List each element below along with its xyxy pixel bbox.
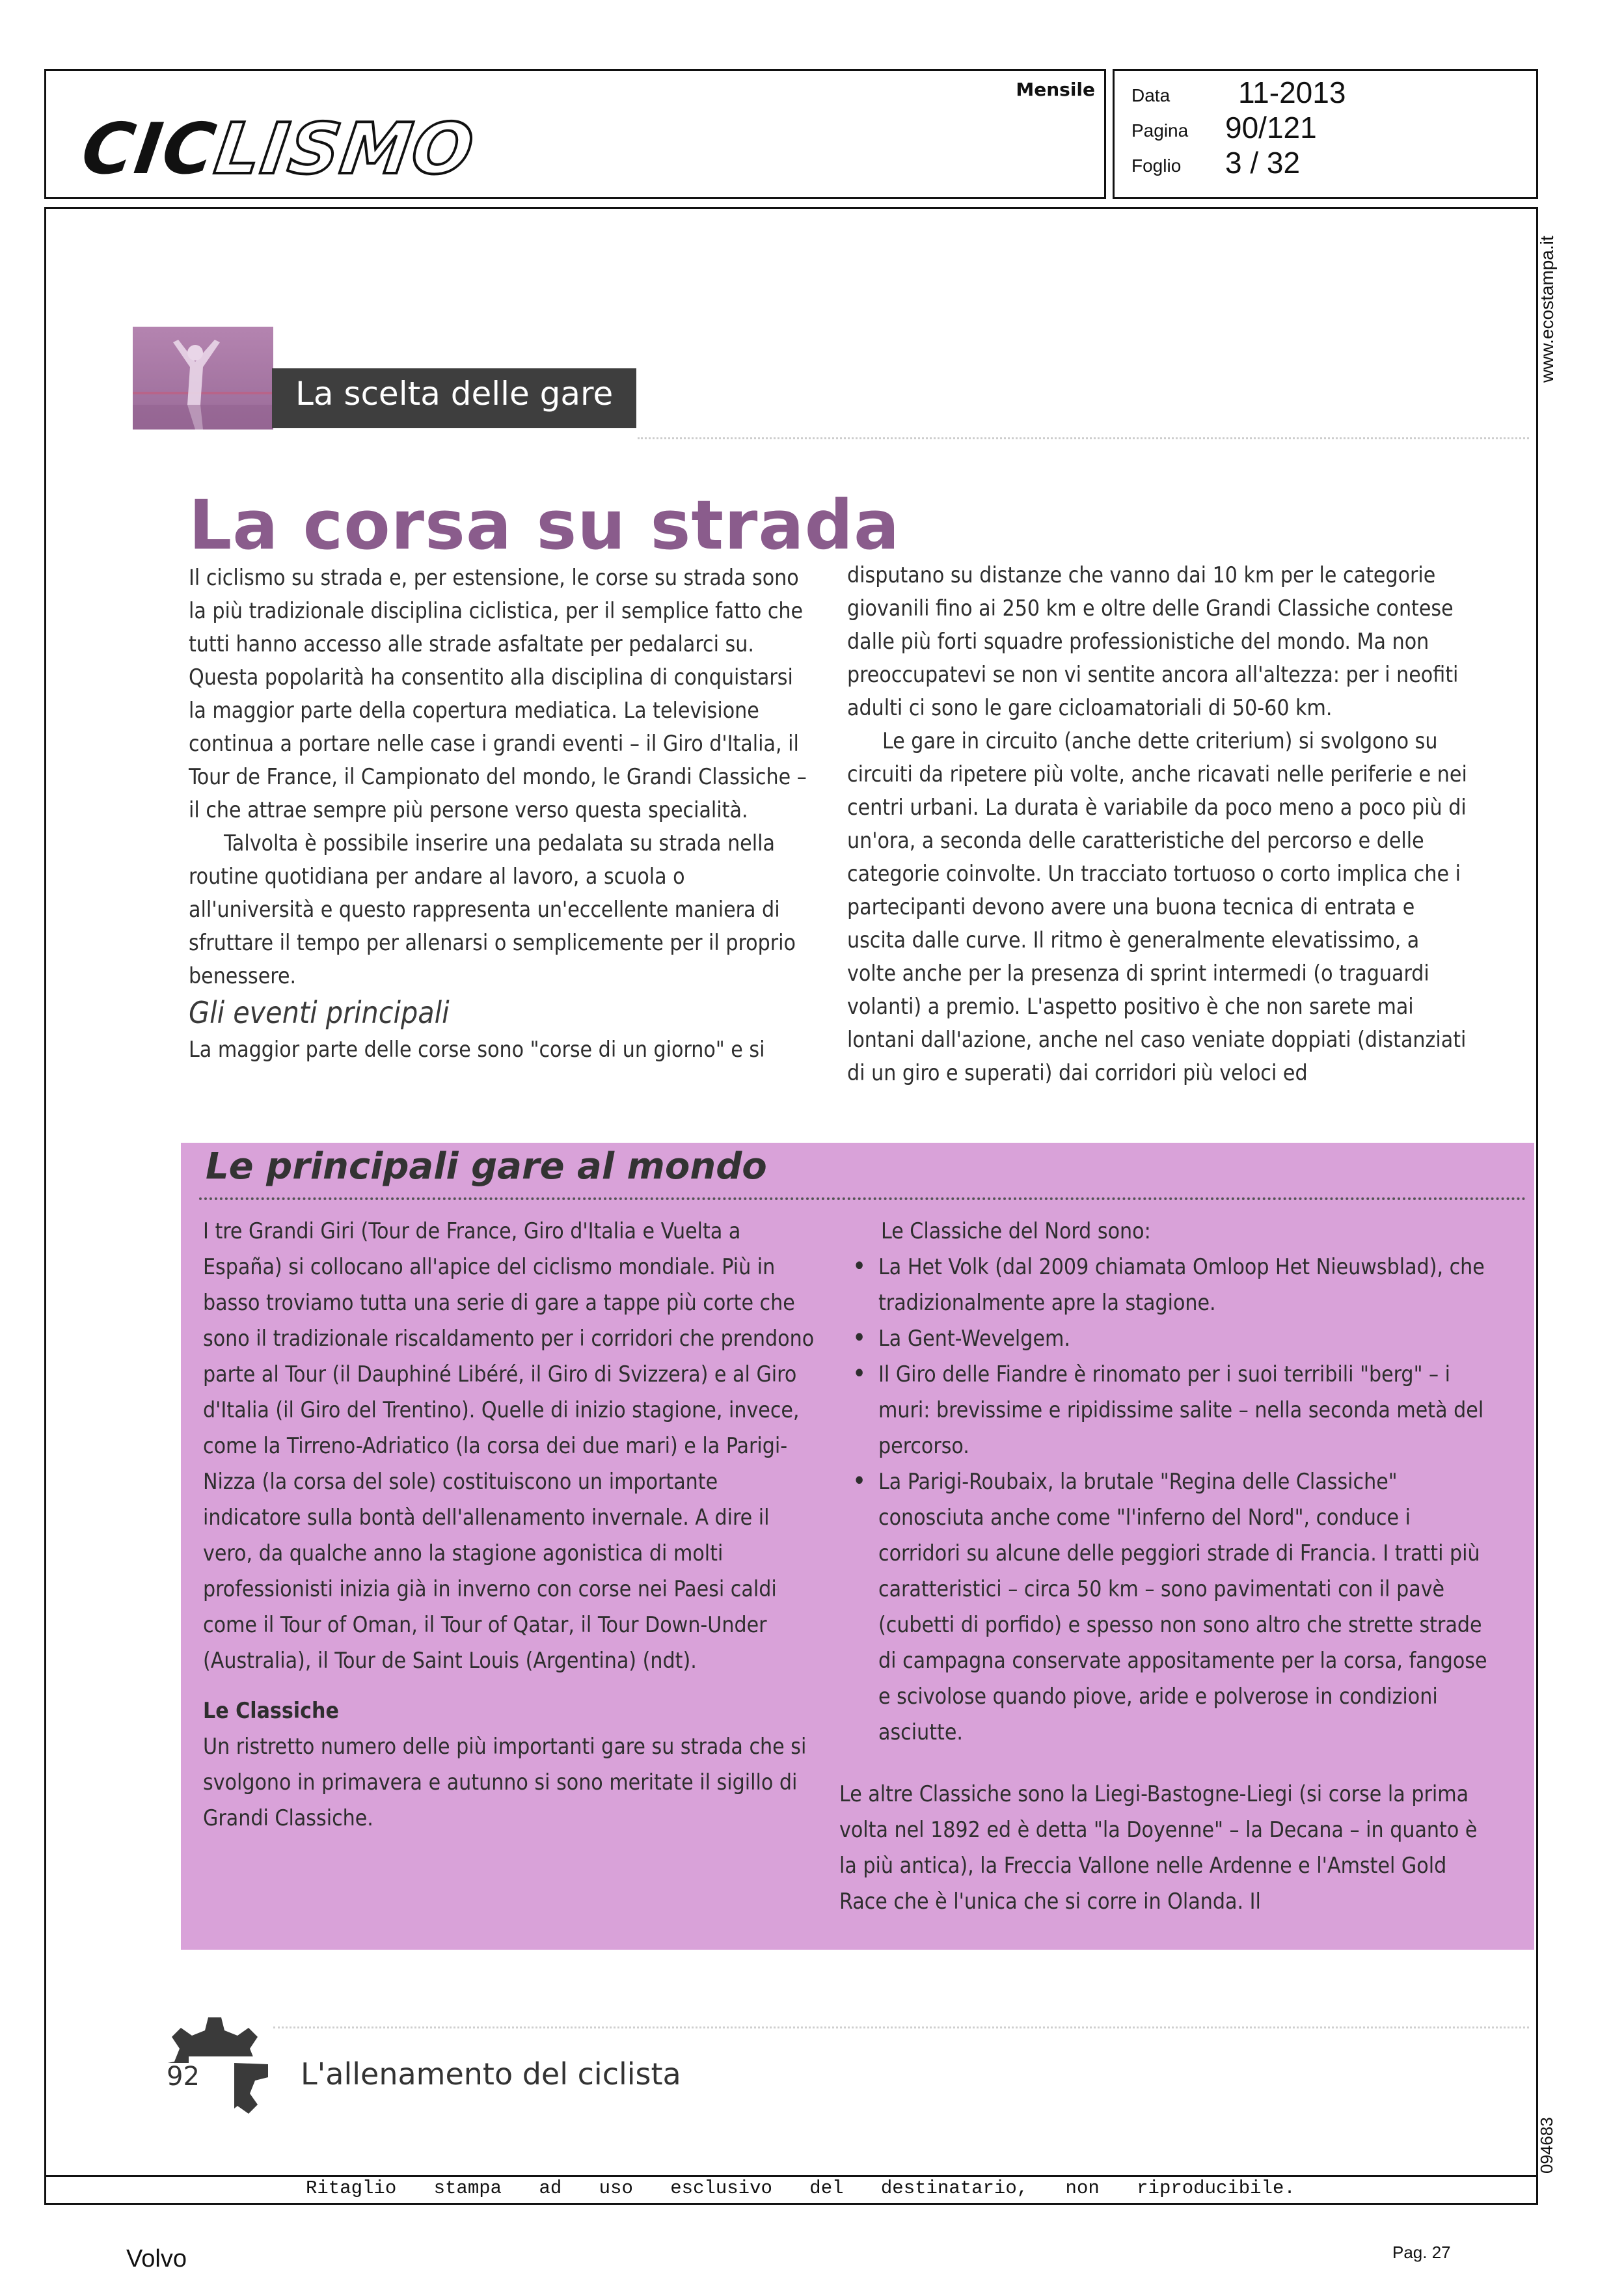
magazine-logo: CICLISMO	[77, 109, 480, 190]
classics-list	[839, 1249, 1496, 1750]
article-title: La corsa su strada	[189, 485, 900, 565]
list-item: • La Parigi-Roubaix, la brutale "Regina delle Classiche" conosciuta anche come "l'inferno del Nord", conduce i corridori su alcune delle peggiori strade di Francia. I tratti più caratteristici – circa 50 km – sono pavimentati con il pavè (cubetti di porfido) e spesso non sono altro che strette strade di campagna conservate appositamente per la corsa, fangose e scivolose quando piove, aride e polverose in condizioni asciutte.	[852, 1464, 1496, 1750]
section-label: La scelta delle gare	[272, 368, 636, 428]
list-item: • Il Giro delle Fiandre è rinomato per i suoi terribili "berg" – i muri: brevissime e ripidissime salite – nella seconda metà del percorso.	[852, 1356, 1496, 1464]
gear-icon	[130, 1991, 286, 2148]
paragraph: Un ristretto numero delle più importanti gare su strada che si svolgono in primavera e autunno si sono meritate il sigillo di Grandi Classiche.	[203, 1734, 807, 1831]
list-item: • La Gent-Wevelgem.	[852, 1320, 1496, 1356]
header-metadata	[1113, 69, 1538, 199]
data-value: 11-2013	[1238, 75, 1346, 109]
periodicity: Mensile	[1016, 79, 1095, 100]
subheading: Gli eventi principali	[189, 995, 450, 1030]
side-code: 094683	[1537, 2117, 1556, 2174]
box-left-column	[203, 1213, 815, 1836]
pagina-value: 90/121	[1225, 111, 1317, 144]
paragraph: Le gare in circuito (anche dette criterium) si svolgono su circuiti da ripetere più volte, anche ricavati nelle periferie e nei centri urbani. La durata è variabile da poco meno a poco più di un'ora, a seconda delle caratteristiche del percorso e delle categorie coinvolte. Un tracciato tortuoso o corto implica che i partecipanti devono avere una buona tecnica di entrata e uscita dalle curve. Il ritmo è generalmente elevatissimo, a volte anche per la presenza di sprint intermedi (o traguardi volanti) a premio. L'aspetto positivo è che non sarete mai lontani dall'azione, anche nel caso veniate doppiati (distanziati di un giro e superati) dai corridori più veloci ed	[847, 728, 1467, 1085]
book-title: L'allenamento del ciclista	[301, 2056, 681, 2092]
pag-number: Pag. 27	[1392, 2243, 1451, 2262]
page-number: 92	[167, 2062, 200, 2092]
cyclist-silhouette-icon	[133, 327, 273, 430]
paragraph: La maggior parte delle corse sono "corse di un giorno" e si	[189, 1037, 765, 1062]
foglio-value: 3 / 32	[1225, 146, 1301, 180]
paragraph: Le altre Classiche sono la Liegi-Bastogne-Liegi (si corse la prima volta nel 1892 ed è detta "la Doyenne" – la Decana – in quanto è la più antica), la Freccia Vallone nelle Ardenne e l'Amstel Gold Race che è l'unica che si corre in Olanda. Il	[839, 1781, 1478, 1914]
foglio-label: Foglio	[1131, 156, 1182, 176]
paragraph: Il ciclismo su strada e, per estensione, le corse su strada sono la più tradizionale disciplina ciclistica, per il semplice fatto che tutti hanno accesso alle strade asfaltate per pedalarci su. Questa popolarità ha consentito alla disciplina di conquistarsi la maggior parte della copertura mediatica. La televisione continua a portare nelle case i grandi eventi – il Giro d'Italia, il Tour de France, il Campionato del mondo, le Grandi Classiche – il che attrae sempre più persone verso questa specialità.	[189, 565, 807, 823]
list-item: • La Het Volk (dal 2009 chiamata Omloop Het Nieuwsblad), che tradizionalmente apre la stagione.	[852, 1249, 1496, 1320]
box-right-column	[839, 1213, 1496, 1919]
header-masthead	[44, 69, 1106, 199]
section-divider	[638, 437, 1529, 439]
section-thumbnail	[133, 327, 273, 430]
client-name: Volvo	[126, 2245, 187, 2272]
data-label: Data	[1131, 85, 1171, 105]
footer-separator	[44, 2175, 1538, 2177]
article-right-column	[847, 558, 1472, 1089]
pagina-label: Pagina	[1131, 120, 1189, 141]
paragraph: I tre Grandi Giri (Tour de France, Giro d'Italia e Vuelta a España) si collocano all'apice del ciclismo mondiale. Più in basso troviamo tutta una serie di gare a tappe più corte che sono il tradizionale riscaldamento per i corridori che prendono parte al Tour (il Dauphiné Libéré, il Giro di Svizzera) e al Giro d'Italia (il Giro del Trentino). Quelle di inizio stagione, invece, come la Tirreno-Adriatico (la corsa dei due mari) e la Parigi-Nizza (la corsa del sole) costituiscono un importante indicatore sulla bontà dell'allenamento invernale. A dire il vero, da qualche anno la stagione agonistica di molti professionisti inizia già in inverno con corse nei Paesi caldi come il Tour of Oman, il Tour of Qatar, il Tour Down-Under (Australia), il Tour de Saint Louis (Argentina) (ndt).	[203, 1218, 815, 1673]
paragraph: disputano su distanze che vanno dai 10 km per le categorie giovanili fino ai 250 km e oltre delle Grandi Classiche contese dalle più forti squadre professionistiche del mondo. Ma non preoccupatevi se non vi sentite ancora all'altezza: per i neofiti adulti ci sono le gare cicloamatoriali di 50-60 km.	[847, 562, 1459, 720]
paragraph: Le Classiche del Nord sono:	[881, 1218, 1151, 1244]
box-title: Le principali gare al mondo	[206, 1145, 767, 1188]
side-url: www.ecostampa.it	[1537, 236, 1557, 383]
article-left-column	[189, 561, 813, 1066]
paragraph: Talvolta è possibile inserire una pedalata su strada nella routine quotidiana per andare al lavoro, a scuola o all'università e questo rappresenta un'eccellente maniera di sfruttare il tempo per allenarsi o semplicemente per il proprio benessere.	[189, 830, 796, 989]
box-subheading: Le Classiche	[203, 1698, 339, 1723]
footer-divider	[273, 2027, 1529, 2028]
box-divider	[199, 1197, 1526, 1200]
disclaimer: Ritaglio stampa ad uso esclusivo del destinatario, non riproducibile.	[306, 2177, 1295, 2199]
